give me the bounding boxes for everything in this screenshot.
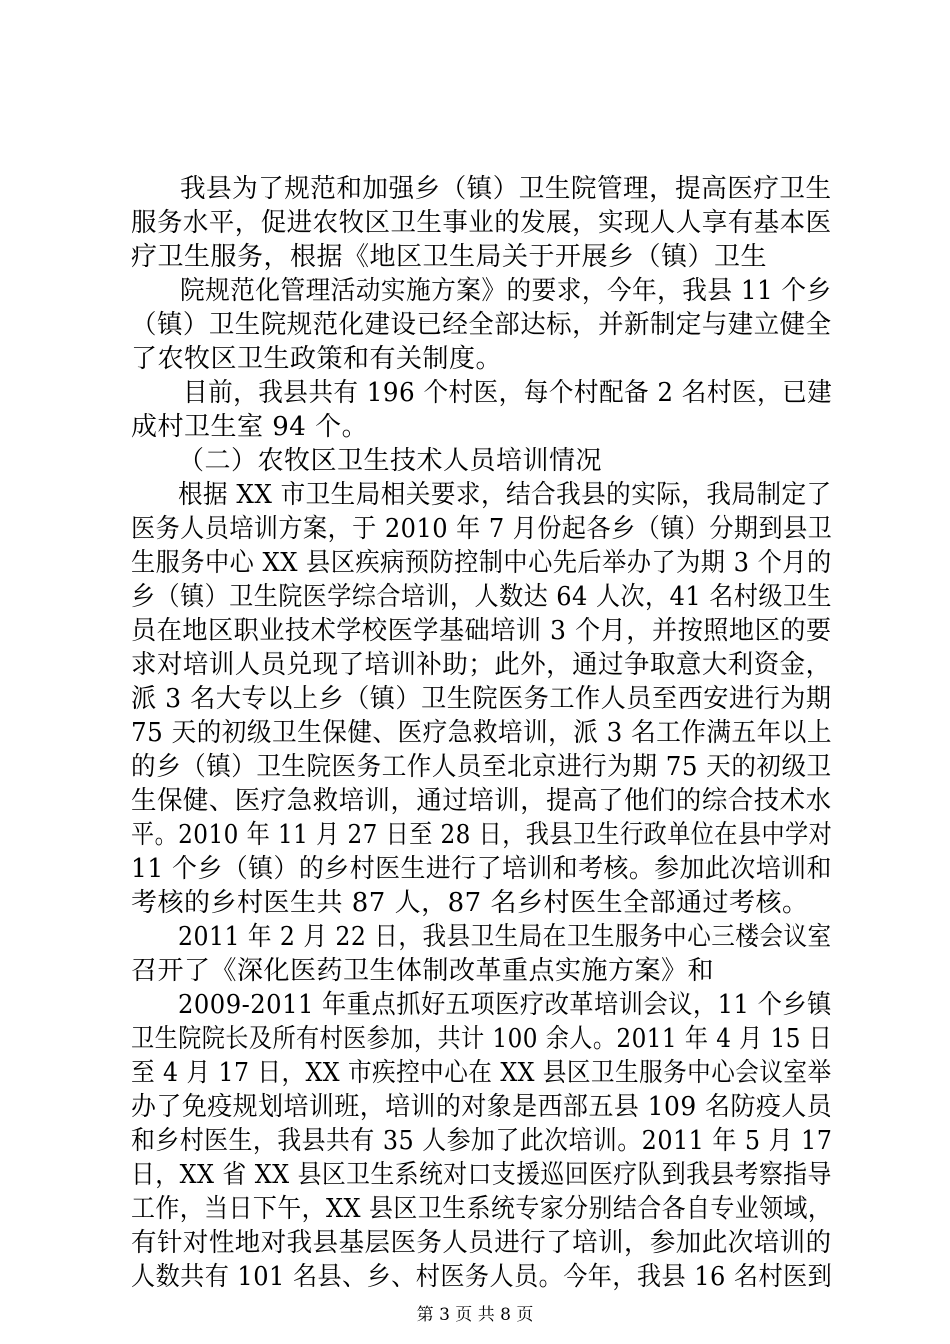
text-line: 我县为了规范和加强乡（镇）卫生院管理，提高医疗卫生 <box>180 174 832 204</box>
text-line: 召开了《深化医药卫生体制改革重点实施方案》和 <box>131 956 715 986</box>
text-line: 服务水平，促进农牧区卫生事业的发展，实现人人享有基本医 <box>131 208 832 238</box>
text-line: 和乡村医生，我县共有 35 人参加了此次培训。2011 年 5 月 17 <box>131 1126 833 1156</box>
text-line: 了农牧区卫生政策和有关制度。 <box>131 344 503 374</box>
text-line: 卫生院院长及所有村医参加，共计 100 余人。2011 年 4 月 15 日 <box>131 1024 833 1054</box>
text-line: 至 4 月 17 日，XX 市疾控中心在 XX 县区卫生服务中心会议室举 <box>131 1058 832 1088</box>
text-line: 平。2010 年 11 月 27 日至 28 日，我县卫生行政单位在县中学对 <box>131 820 833 850</box>
text-line: 生保健、医疗急救培训，通过培训，提高了他们的综合技术水 <box>131 786 832 816</box>
page-footer: 第 3 页 共 8 页 <box>416 1305 534 1325</box>
text-line: 75 天的初级卫生保健、医疗急救培训，派 3 名工作满五年以上 <box>131 718 832 748</box>
text-line: 院规范化管理活动实施方案》的要求，今年，我县 11 个乡 <box>180 276 832 306</box>
text-line: 工作，当日下午，XX 县区卫生系统专家分别结合各自专业领域， <box>131 1194 833 1224</box>
text-line: 成村卫生室 94 个。 <box>131 412 369 442</box>
text-line: 目前，我县共有 196 个村医，每个村配备 2 名村医，已建 <box>183 378 833 408</box>
text-line: 的乡（镇）卫生院医务工作人员至北京进行为期 75 天的初级卫 <box>131 752 832 782</box>
text-line: 有针对性地对我县基层医务人员进行了培训，参加此次培训的 <box>131 1228 832 1258</box>
text-line: 2009-2011 年重点抓好五项医疗改革培训会议，11 个乡镇 <box>178 990 832 1020</box>
text-line: 考核的乡村医生共 87 人，87 名乡村医生全部通过考核。 <box>131 888 809 918</box>
text-line: （镇）卫生院规范化建设已经全部达标，并新制定与建立健全 <box>131 310 832 340</box>
text-line: 人数共有 101 名县、乡、村医务人员。今年，我县 16 名村医到 <box>131 1262 833 1292</box>
text-line: 求对培训人员兑现了培训补助；此外，通过争取意大利资金， <box>131 650 832 680</box>
section-heading: （二）农牧区卫生技术人员培训情况 <box>178 446 603 476</box>
text-line: 员在地区职业技术学校医学基础培训 3 个月，并按照地区的要 <box>131 616 832 646</box>
text-line: 11 个乡（镇）的乡村医生进行了培训和考核。参加此次培训和 <box>131 854 832 884</box>
text-line: 2011 年 2 月 22 日，我县卫生局在卫生服务中心三楼会议室 <box>178 922 832 952</box>
text-line: 根据 XX 市卫生局相关要求，结合我县的实际，我局制定了 <box>178 480 832 510</box>
text-line: 日，XX 省 XX 县区卫生系统对口支援巡回医疗队到我县考察指导 <box>131 1160 832 1190</box>
text-line: 派 3 名大专以上乡（镇）卫生院医务工作人员至西安进行为期 <box>131 684 832 714</box>
text-line: 生服务中心 XX 县区疾病预防控制中心先后举办了为期 3 个月的 <box>131 548 832 578</box>
text-line: 乡（镇）卫生院医学综合培训，人数达 64 人次，41 名村级卫生 <box>131 582 832 612</box>
text-line: 疗卫生服务，根据《地区卫生局关于开展乡（镇）卫生 <box>131 242 768 272</box>
text-line: 医务人员培训方案，于 2010 年 7 月份起各乡（镇）分期到县卫 <box>131 514 833 544</box>
text-line: 办了免疫规划培训班，培训的对象是西部五县 109 名防疫人员 <box>131 1092 833 1122</box>
